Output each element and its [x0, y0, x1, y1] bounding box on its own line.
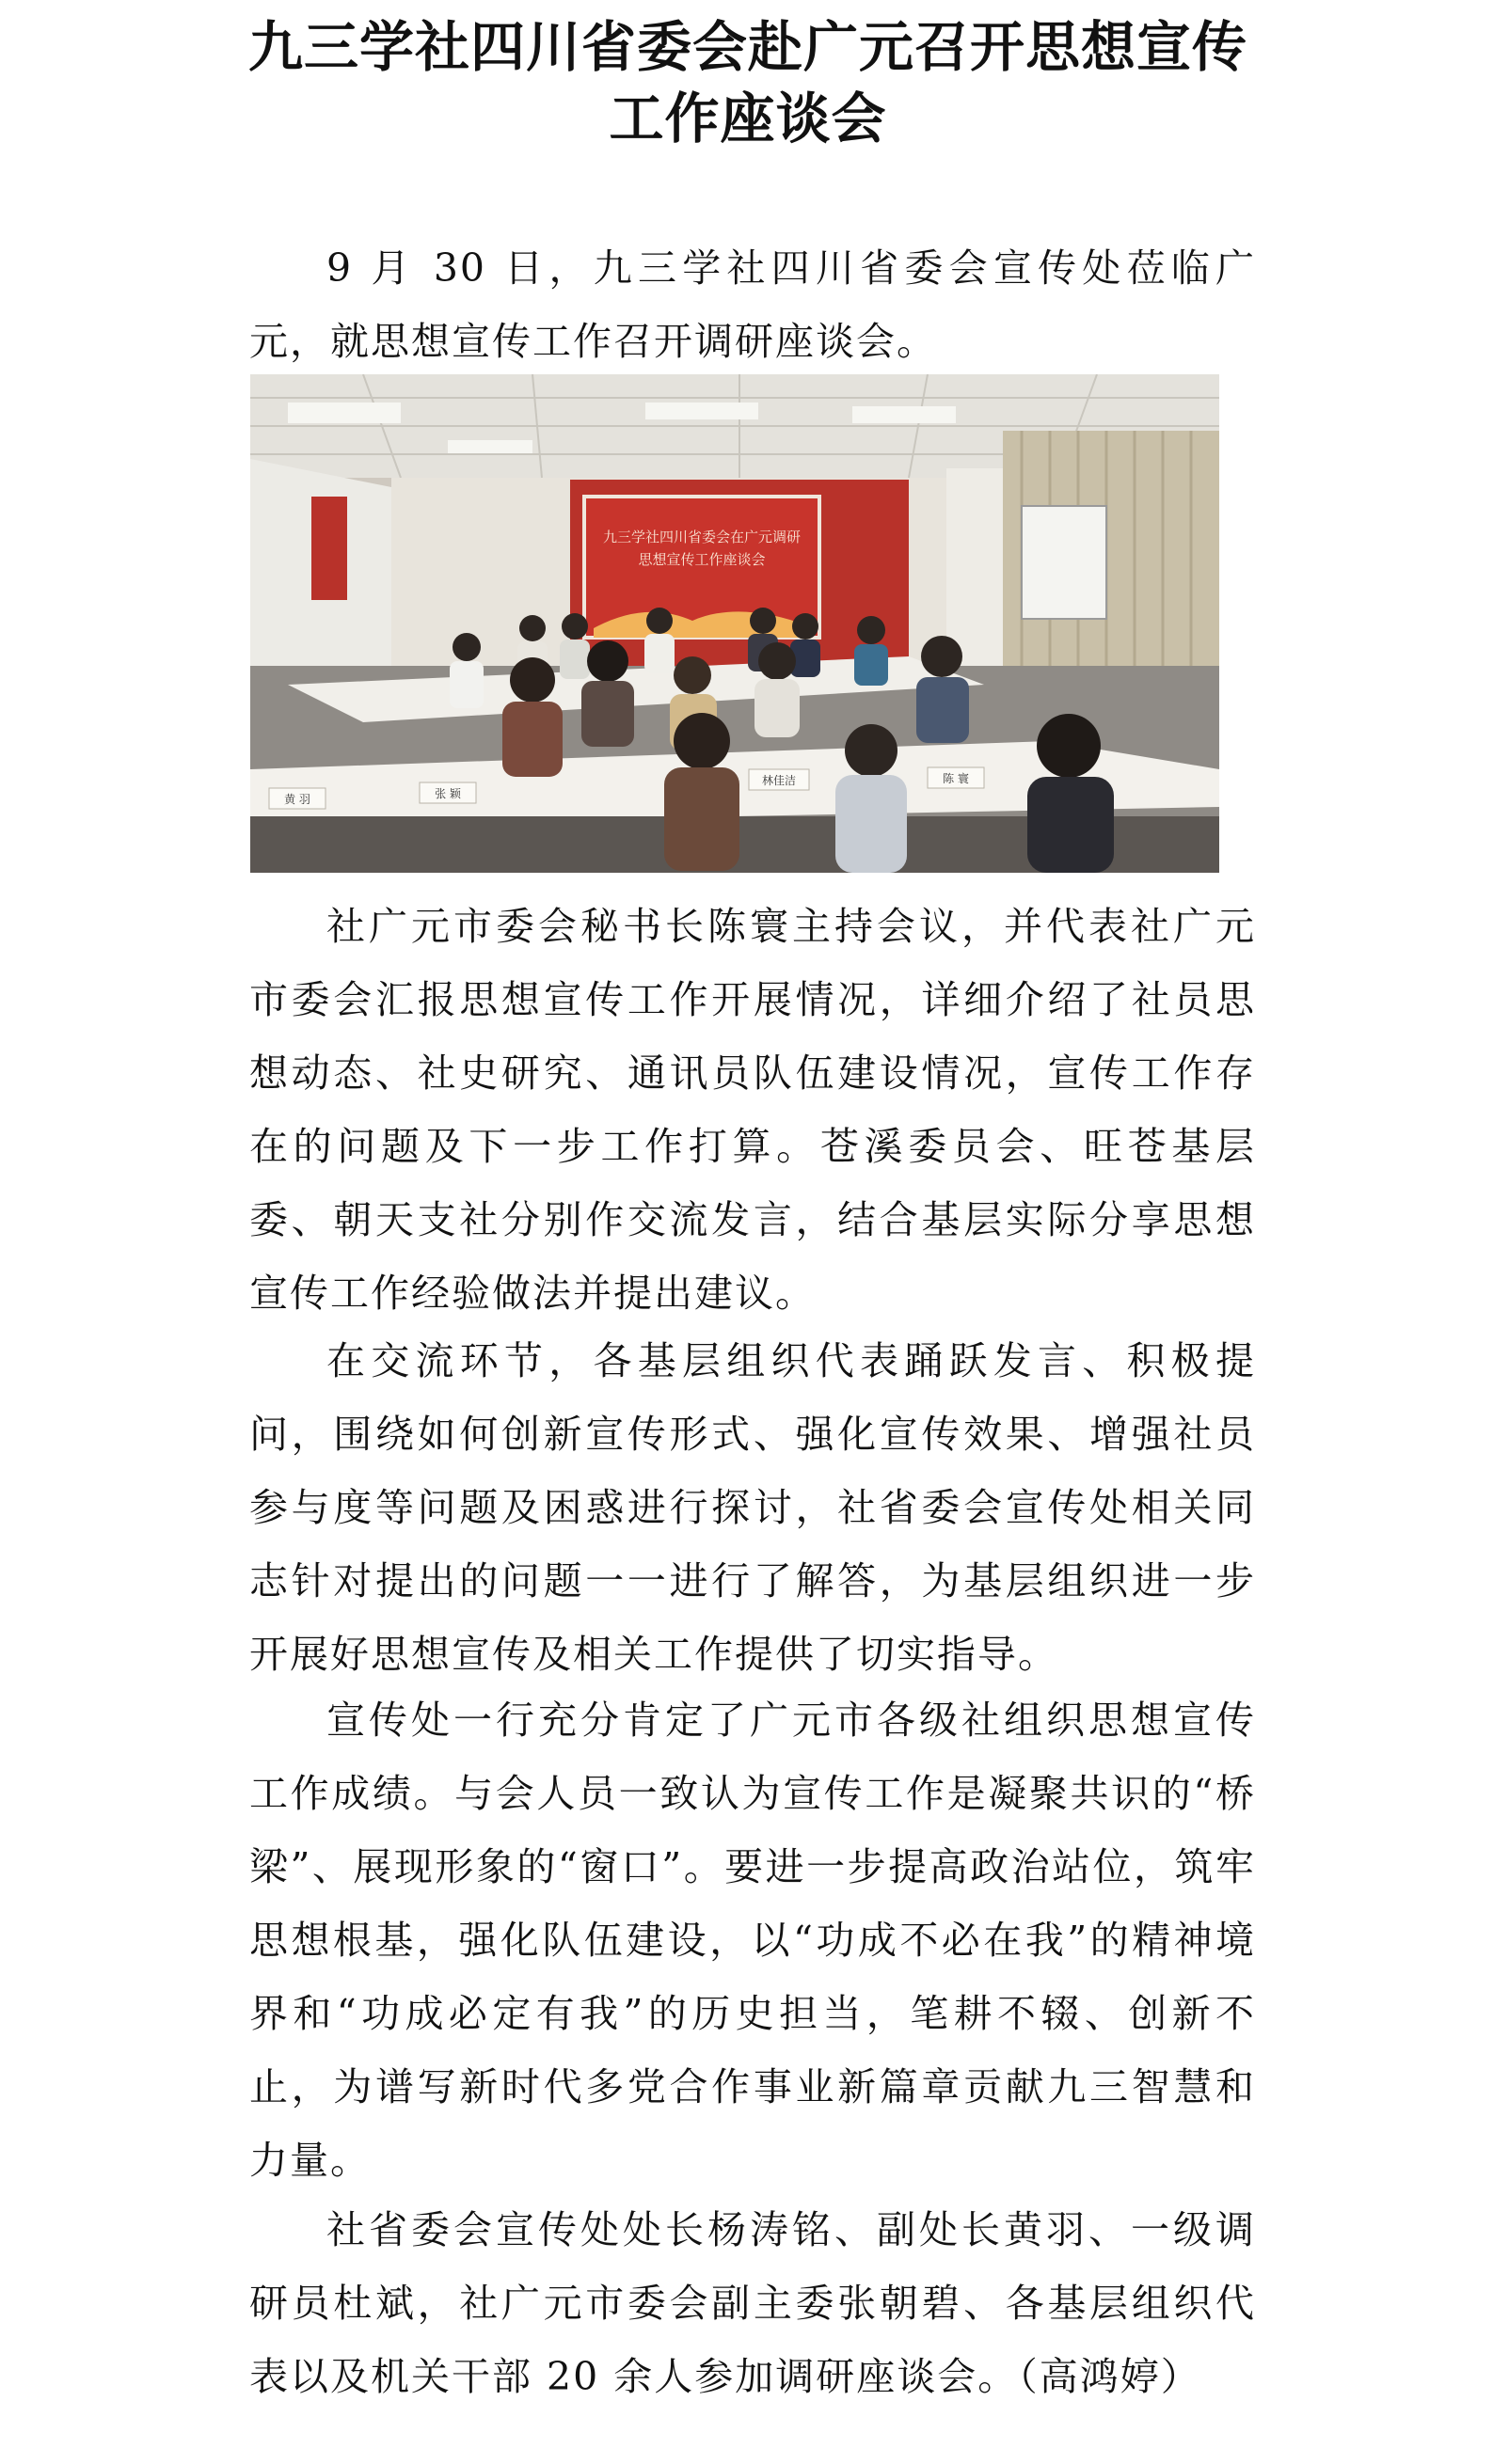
article-paragraph-4 — [249, 1683, 1256, 2197]
paragraph-text: 在交流环节，各基层组织代表踊跃发言、积极提问，围绕如何创新宣传形式、强化宣传效果、增强社员参与度等问题及困惑进行探讨，社省委会宣传处相关同志针对提出的问题一一进行了解答，为基层组织进一步开展好思想宣传及相关工作提供了切实指导。 — [249, 1338, 1256, 1677]
nameplate-1: 黄 羽 — [284, 793, 310, 806]
article-title: 九三学社四川省委会赴广元召开思想宣传工作座谈会 — [247, 15, 1247, 150]
nameplate-4: 陈 寰 — [943, 772, 969, 785]
article-paragraph-5 — [249, 2193, 1256, 2413]
paragraph-text: 社省委会宣传处处长杨涛铭、副处长黄羽、一级调研员杜斌，社广元市委会副主委张朝碧、各基层组织代表以及机关干部 20 余人参加调研座谈会。（高鸿婷） — [249, 2207, 1256, 2399]
nameplate-2: 张 颖 — [435, 787, 461, 800]
nameplate-3: 林佳洁 — [761, 774, 797, 787]
paragraph-text: 宣传处一行充分肯定了广元市各级社组织思想宣传工作成绩。与会人员一致认为宣传工作是凝聚共识的“桥梁”、展现形象的“窗口”。要进一步提高政治站位，筑牢思想根基，强化队伍建设，以“功成不必在我”的精神境界和“功成必定有我”的历史担当，笔耕不辍、创新不止，为谱写新时代多党合作事业新篇章贡献九三智慧和力量。 — [249, 1698, 1256, 2183]
meeting-photo — [250, 374, 1219, 873]
article-paragraph-3 — [249, 1324, 1256, 1691]
paragraph-text: 社广元市委会秘书长陈寰主持会议，并代表社广元市委会汇报思想宣传工作开展情况，详细介绍了社员思想动态、社史研究、通讯员队伍建设情况，宣传工作存在的问题及下一步工作打算。苍溪委员会、旺苍基层委、朝天支社分别作交流发言，结合基层实际分享思想宣传工作经验做法并提出建议。 — [249, 904, 1256, 1316]
screen-line-1: 九三学社四川省委会在广元调研 — [602, 529, 802, 545]
paragraph-text: 9 月 30 日，九三学社四川省委会宣传处莅临广元，就思想宣传工作召开调研座谈会。 — [249, 245, 1256, 364]
screen-line-2: 思想宣传工作座谈会 — [638, 551, 766, 568]
article-paragraph-1 — [249, 231, 1256, 378]
meeting-photo-drawing — [250, 374, 1219, 873]
article-paragraph-2 — [249, 890, 1256, 1330]
